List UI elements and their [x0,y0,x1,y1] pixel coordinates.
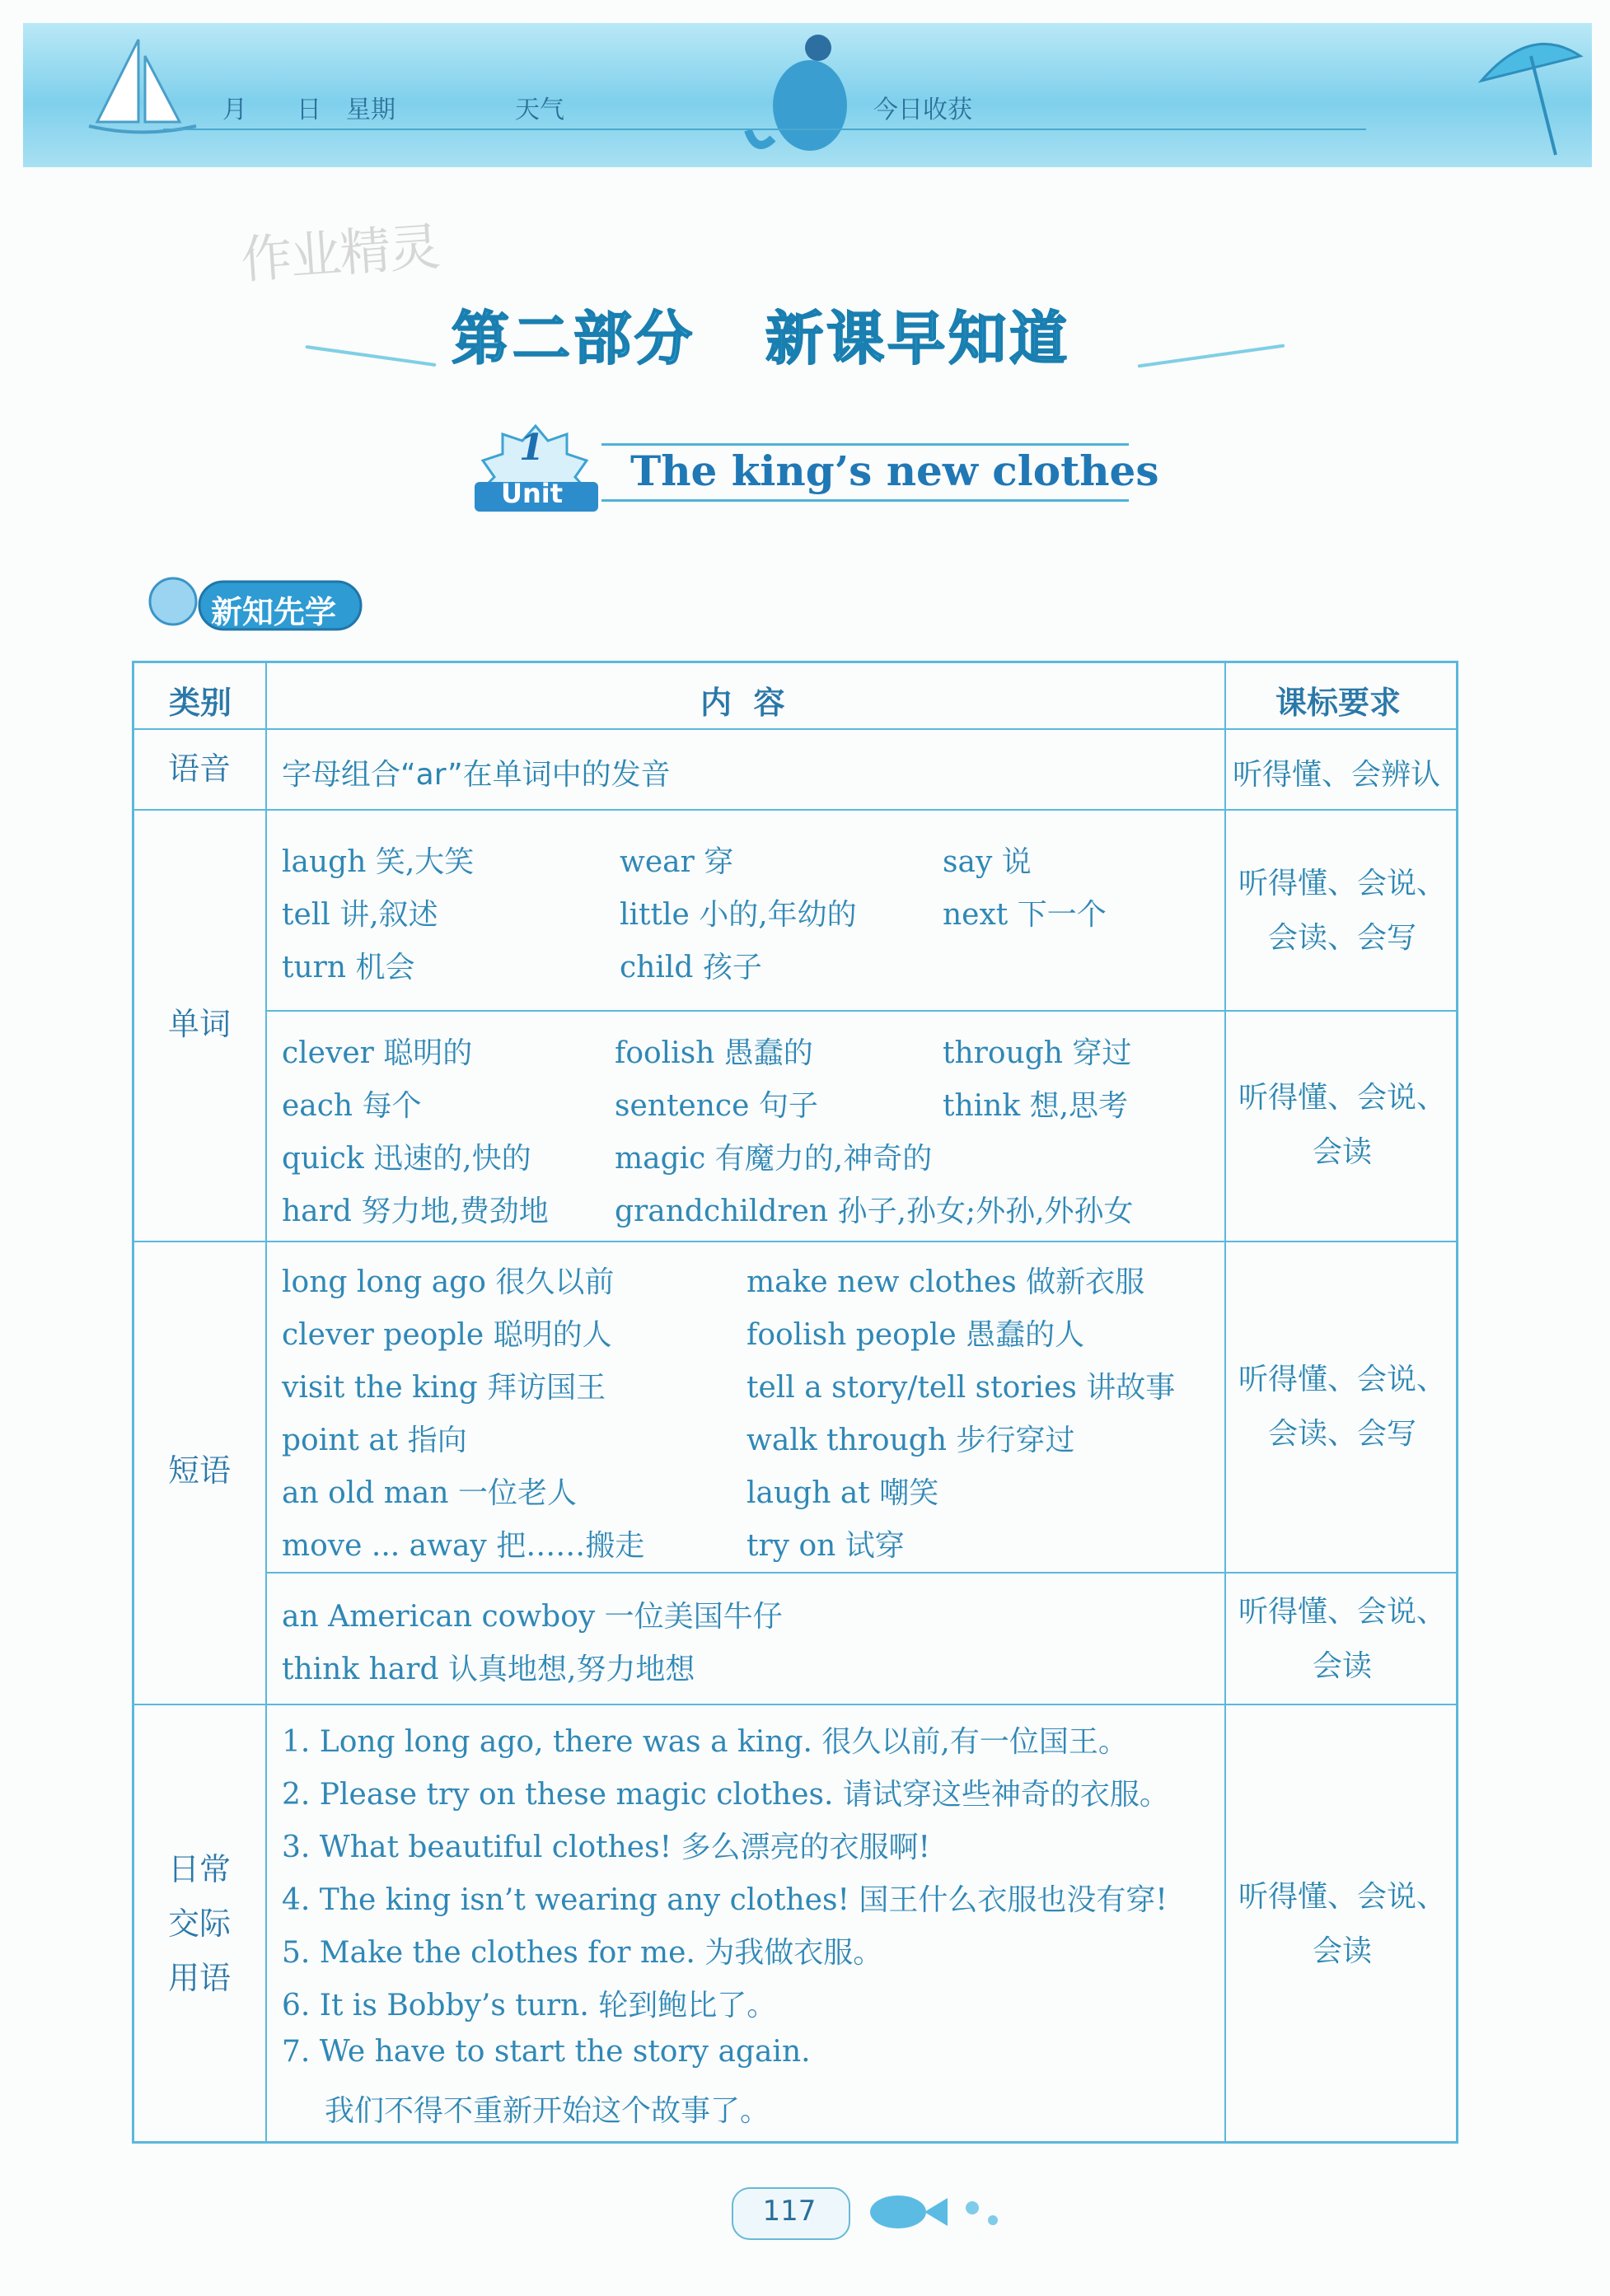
header-category: 类别 [169,685,232,721]
watermark: 作业精灵 [239,216,441,291]
section-title: 第二部分 新课早知道 [452,305,1071,372]
expression-item: 3. What beautiful clothes! 多么漂亮的衣服啊! [282,1831,930,1864]
fish-decoration-icon [849,2175,1022,2249]
phrase-item: long long ago 很久以前 [282,1265,615,1299]
header-month: 月 [222,96,247,124]
phrase-item: visit the king 拜访国王 [282,1371,606,1405]
phrase-item: an American cowboy 一位美国牛仔 [282,1600,783,1634]
phrase-item: tell a story/tell stories 讲故事 [746,1371,1176,1405]
requirement-line: 听得懂、会说、 [1238,1363,1446,1396]
word-item: grandchildren 孙子,孙女;外孙,外孙女 [615,1195,1134,1228]
header-day: 日 [297,96,321,124]
requirement-line: 会读 [1312,1649,1372,1683]
word-item: magic 有魔力的,神奇的 [615,1142,933,1176]
requirement-line: 听得懂、会说、 [1238,1880,1446,1914]
table-hline [265,1010,1458,1012]
word-item: sentence 句子 [615,1089,818,1123]
phrase-item: move ... away 把……搬走 [282,1529,645,1563]
category-phrases: 短语 [167,1452,231,1489]
word-item: through 穿过 [943,1036,1132,1070]
umbrella-icon [1473,23,1589,163]
table-vline [265,661,267,2144]
requirement-line: 会读 [1312,1934,1372,1968]
word-item: wear 穿 [620,845,734,879]
word-item: think 想,思考 [943,1089,1129,1123]
requirement-line: 听得懂、会说、 [1238,867,1446,900]
header-weekday: 星期 [346,96,395,124]
phrases-group2-requirement [1228,1585,1457,1694]
header-content: 内 容 [700,685,785,721]
word-item: each 每个 [282,1089,422,1123]
phrase-item: foolish people 愚蠢的人 [746,1318,1085,1352]
word-item: clever 聪明的 [282,1036,473,1070]
expression-item: 6. It is Bobby’s turn. 轮到鲍比了。 [282,1989,777,2022]
word-item: hard 努力地,费劲地 [282,1195,549,1228]
table-hline [132,1241,1458,1242]
expression-item: 7. We have to start the story again. [282,2035,811,2069]
unit-title-bottomline [601,499,1129,502]
phrase-item: an old man 一位老人 [282,1476,577,1510]
phrase-item: clever people 聪明的人 [282,1318,612,1352]
header-underline [163,129,1366,130]
phrase-item: think hard 认真地想,努力地想 [282,1653,695,1686]
requirement-line: 会读 [1312,1135,1372,1169]
word-item: turn 机会 [282,951,415,984]
phrase-item: make new clothes 做新衣服 [746,1265,1145,1299]
phrase-item: walk through 步行穿过 [746,1424,1075,1457]
leaf-decoration-right [1138,344,1285,367]
requirement-line: 听得懂、会说、 [1238,1595,1446,1629]
header-banner [23,23,1592,167]
header-harvest: 今日收获 [873,96,972,124]
header-weather: 天气 [515,96,564,124]
table-hline [132,728,1458,730]
category-expressions [133,1842,265,2005]
dolphin-icon [740,23,880,163]
header-requirement: 课标要求 [1275,685,1402,721]
word-item: foolish 愚蠢的 [615,1036,813,1070]
table-hline [132,1704,1458,1705]
expressions-requirement [1228,1870,1457,1979]
phrase-item: point at 指向 [282,1424,467,1457]
requirement-line: 听得懂、会说、 [1238,1081,1446,1115]
word-item: tell 讲,叙述 [282,898,438,932]
category-words: 单词 [167,1006,231,1042]
unit-label: Unit [501,478,564,509]
phrase-item: try on 试穿 [746,1529,905,1563]
word-item: next 下一个 [943,898,1107,932]
word-item: quick 迅速的,快的 [282,1142,531,1176]
expression-item: 4. The king isn’t wearing any clothes! 国王什么衣服也没有穿! [282,1883,1168,1917]
expression-item: 1. Long long ago, there was a king. 很久以前,有一位国王。 [282,1725,1128,1759]
word-item: laugh 笑,大笑 [282,845,475,879]
unit-number: 1 [519,427,545,469]
words-group1-requirement [1228,857,1457,966]
sailboat-icon [73,31,221,138]
unit-title-topline [601,443,1129,446]
table-hline [265,1572,1458,1574]
expression-item: 我们不得不重新开始这个故事了。 [325,2094,770,2128]
phrases-group1-requirement [1228,1353,1457,1461]
table-vline [1224,661,1226,2144]
category-line: 用语 [167,1960,231,1996]
word-item: child 孩子 [620,951,762,984]
word-item: little 小的,年幼的 [620,898,857,932]
words-group2-requirement [1228,1071,1457,1180]
category-line: 日常 [167,1851,231,1887]
table-hline [132,809,1458,811]
phrase-item: laugh at 嘲笑 [746,1476,939,1510]
expression-item: 2. Please try on these magic clothes. 请试穿这些神奇的衣服。 [282,1778,1169,1812]
requirement-line: 会读、会写 [1267,921,1416,955]
pronunciation-requirement: 听得懂、会辨认 [1233,758,1441,792]
category-pronunciation: 语音 [167,751,231,787]
leaf-decoration-left [306,345,437,367]
expression-item: 5. Make the clothes for me. 为我做衣服。 [282,1936,883,1970]
pronunciation-content: 字母组合“ar”在单词中的发音 [282,758,671,792]
category-line: 交际 [167,1906,231,1942]
xinzhi-label: 新知先学 [211,594,337,630]
page-number: 117 [762,2195,817,2228]
word-item: say 说 [943,845,1032,879]
unit-title: The king’s new clothes [630,447,1159,495]
requirement-line: 会读、会写 [1267,1417,1416,1451]
